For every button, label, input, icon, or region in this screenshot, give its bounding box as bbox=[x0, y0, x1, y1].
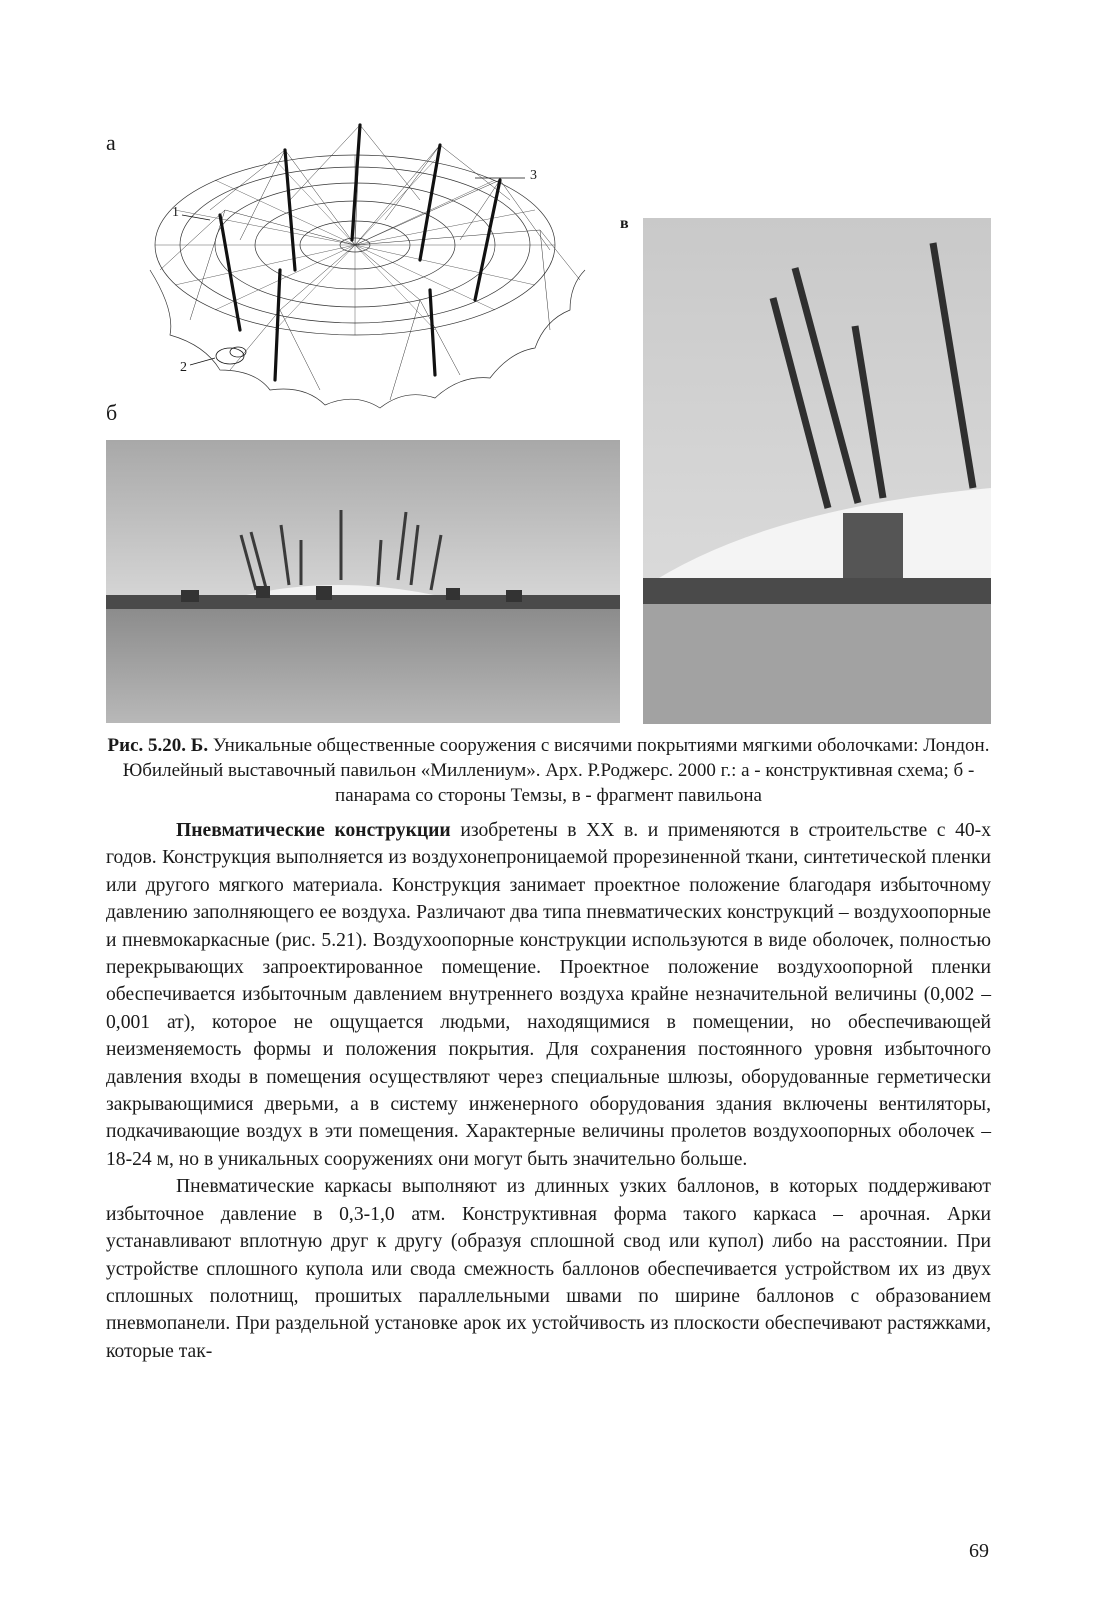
page-number: 69 bbox=[969, 1540, 989, 1562]
caption-prefix: Рис. 5.20. Б. bbox=[107, 735, 209, 756]
pavilion-fragment-photo bbox=[643, 218, 991, 724]
structural-scheme-diagram bbox=[130, 120, 610, 415]
paragraph-1-text: изобретены в XX в. и применяются в строительстве с 40-х годов. Конструкция выполняется из воздухонепроницаемой прорезиненной ткани, синтетической пленки или другого мягкого материала. Конструкция занимает проектное положение благодаря избыточному давлению заполняющего ее воздуха. Различают два типа пневматических конструкций – воздухоопорные и пневмокаркасные (рис. 5.21). Воздухоопорные конструкции используются в виде оболочек, полностью перекрывающих запроектированное помещение. Проектное положение воздухоопорной пленки обеспечивается избыточным давлением внутреннего воздуха крайне незначительной величины (0,002 – 0,001 ат), которое не ощущается людьми, находящимися в помещении, но обеспечивающей неизменяемость формы и положения покрытия. Для сохранения постоянного уровня избыточного давления входы в помещения осуществляют через специальные шлюзы, оборудованные герметически закрывающимися дверьми, а в систему инженерного оборудования здания включены вентиляторы, подкачивающие воздух в эти помещения. Характерные величины пролетов воздухоопорных оболочек – 18-24 м, но в уникальных сооружениях они могут быть значительно больше. bbox=[106, 820, 991, 1170]
panorama-photo bbox=[106, 440, 620, 723]
body-text bbox=[106, 817, 991, 1365]
paragraph-2: Пневматические каркасы выполняют из длинных узких баллонов, в которых поддерживают избыточное давление в 0,3-1,0 атм. Конструктивная форма такого каркаса – арочная. Арки устанавливают вплотную друг к другу (образуя сплошной свод или купол) либо на расстоянии. При устройстве сплошного купола или свода смежность баллонов обеспечивается устройством их из двух сплошных полотнищ, прошитых параллельными швами по ширине баллонов с образованием пневмопанели. При раздельной установке арок их устойчивость из плоскости обеспечивают растяжками, которые так- bbox=[106, 1176, 991, 1362]
caption-text: Уникальные общественные сооружения с висячими покрытиями мягкими оболочками: Лондон. Юбилейный выставочный павильон «Миллениум». Арх. Р.Роджерс. 2000 г.: а - конструктивная схема; б - панарама со стороны Темзы, в - фрагмент павильона bbox=[122, 735, 990, 806]
callout-3: 3 bbox=[530, 168, 537, 183]
callout-2: 2 bbox=[180, 360, 187, 375]
figure-caption bbox=[106, 733, 991, 808]
figure-label-v: в bbox=[620, 215, 629, 232]
paragraph-1-lead: Пневматические конструкции bbox=[176, 820, 451, 841]
figure-label-a: а bbox=[106, 130, 116, 155]
figure-label-b: б bbox=[106, 400, 118, 425]
callout-1: 1 bbox=[172, 205, 179, 220]
paragraph-1 bbox=[106, 817, 991, 1173]
